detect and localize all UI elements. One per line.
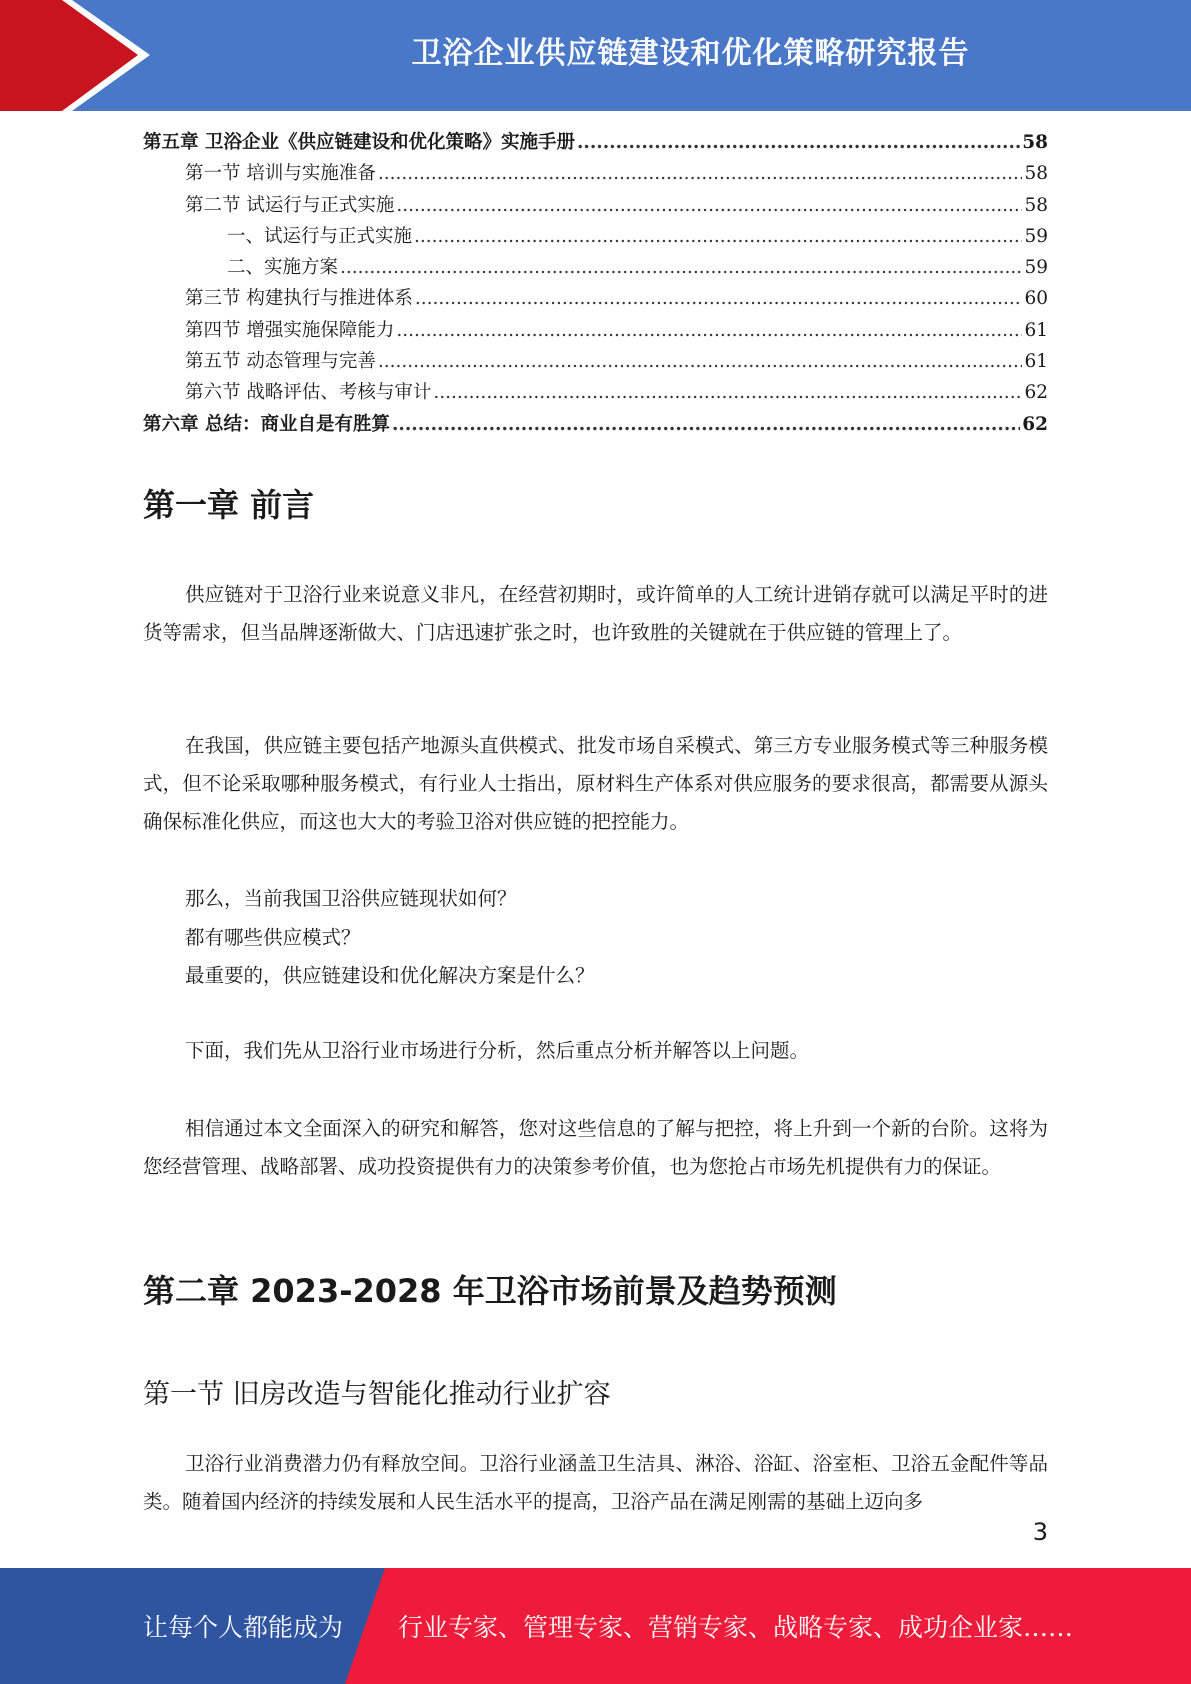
toc-leader-dots: [396, 195, 1022, 216]
toc-entry[interactable]: [143, 347, 1048, 378]
table-of-contents: [143, 128, 1048, 441]
toc-entry[interactable]: [143, 159, 1048, 190]
document-title: 卫浴企业供应链建设和优化策略研究报告: [411, 36, 970, 71]
body-paragraph: 下面，我们先从卫浴行业市场进行分析，然后重点分析并解答以上问题。: [185, 1039, 810, 1062]
body-paragraph: 在我国，供应链主要包括产地源头直供模式、批发市场自采模式、第三方专业服务模式等三种服务模式，但不论采取哪种服务模式，有行业人士指出，原材料生产体系对供应服务的要求很高，都需要从源头确保标准化供应，而这也大大的考验卫浴对供应链的把控能力。: [143, 734, 1048, 833]
question-list: [185, 880, 1045, 996]
toc-leader-dots: [340, 257, 1022, 278]
question-line: 都有哪些供应模式？: [185, 925, 361, 949]
toc-entry[interactable]: [143, 191, 1048, 222]
toc-leader-dots: [433, 382, 1022, 403]
toc-entry-title: 第一节 培训与实施准备: [185, 163, 376, 185]
toc-entry-title: 二、实施方案: [227, 257, 339, 279]
chapter-heading: 第一章 前言: [143, 486, 315, 524]
toc-entry-title: 第二节 试运行与正式实施: [185, 194, 395, 216]
question-line: 最重要的，供应链建设和优化解决方案是什么？: [185, 964, 595, 987]
toc-entry-title: 第三节 构建执行与推进体系: [185, 288, 413, 310]
toc-leader-dots: [415, 288, 1023, 309]
toc-entry-title: 第六节 战略评估、考核与审计: [185, 382, 432, 404]
body-paragraph: 相信通过本文全面深入的研究和解答，您对这些信息的了解与把控，将上升到一个新的台阶。这将为您经营管理、战略部署、成功投资提供有力的决策参考价值，也为您抢占市场先机提供有力的保证。: [143, 1117, 1048, 1178]
toc-entry-page: 61: [1024, 319, 1048, 341]
toc-entry-title: 一、试运行与正式实施: [227, 225, 413, 247]
toc-entry-page: 59: [1024, 257, 1048, 279]
toc-entry-page: 61: [1024, 351, 1048, 373]
page-number: 3: [1032, 1518, 1048, 1546]
toc-entry-title: 第五章 卫浴企业《供应链建设和优化策略》实施手册: [143, 132, 575, 153]
footer-band: [0, 1568, 1191, 1684]
footer-slogan-right: 行业专家、管理专家、营销专家、战略专家、成功企业家……: [398, 1613, 1074, 1642]
toc-entry-page: 59: [1024, 225, 1048, 247]
toc-entry[interactable]: [143, 284, 1048, 315]
toc-entry-page: 58: [1024, 163, 1048, 185]
toc-entry[interactable]: [143, 378, 1048, 409]
toc-entry-title: 第五节 动态管理与完善: [185, 351, 376, 373]
toc-entry-page: 58: [1022, 132, 1048, 153]
toc-entry-page: 62: [1022, 413, 1048, 435]
toc-entry[interactable]: [143, 222, 1048, 253]
footer-slogan-left: 让每个人都能成为: [143, 1613, 344, 1642]
toc-entry[interactable]: [143, 253, 1048, 284]
toc-entry-title: 第六章 总结：商业自是有胜算: [143, 413, 390, 435]
toc-entry[interactable]: [143, 128, 1048, 159]
header-arrow-icon: [0, 0, 160, 111]
toc-entry-page: 60: [1024, 288, 1048, 310]
toc-entry[interactable]: [143, 410, 1048, 441]
question-line: 那么，当前我国卫浴供应链现状如何？: [185, 887, 517, 910]
body-paragraph: 卫浴行业消费潜力仍有释放空间。卫浴行业涵盖卫生洁具、淋浴、浴缸、浴室柜、卫浴五金配件等品类。随着国内经济的持续发展和人民生活水平的提高，卫浴产品在满足刚需的基础上迈向多: [143, 1452, 1048, 1513]
toc-leader-dots: [392, 414, 1020, 435]
toc-entry[interactable]: [143, 316, 1048, 347]
body-paragraph: 供应链对于卫浴行业来说意义非凡，在经营初期时，或许简单的人工统计进销存就可以满足平时的进货等需求，但当品牌逐渐做大、门店迅速扩张之时，也许致胜的关键就在于供应链的管理上了。: [143, 583, 1048, 644]
toc-leader-dots: [378, 163, 1023, 184]
toc-entry-page: 58: [1024, 194, 1048, 216]
toc-leader-dots: [577, 132, 1020, 153]
toc-entry-page: 62: [1024, 382, 1048, 404]
header-band: [0, 0, 1191, 111]
toc-leader-dots: [414, 226, 1022, 247]
chapter-heading: 第二章 2023-2028 年卫浴市场前景及趋势预测: [143, 1272, 837, 1310]
toc-leader-dots: [378, 351, 1023, 372]
toc-leader-dots: [396, 320, 1022, 341]
section-heading: 第一节 旧房改造与智能化推动行业扩容: [143, 1379, 611, 1410]
toc-entry-title: 第四节 增强实施保障能力: [185, 319, 395, 341]
